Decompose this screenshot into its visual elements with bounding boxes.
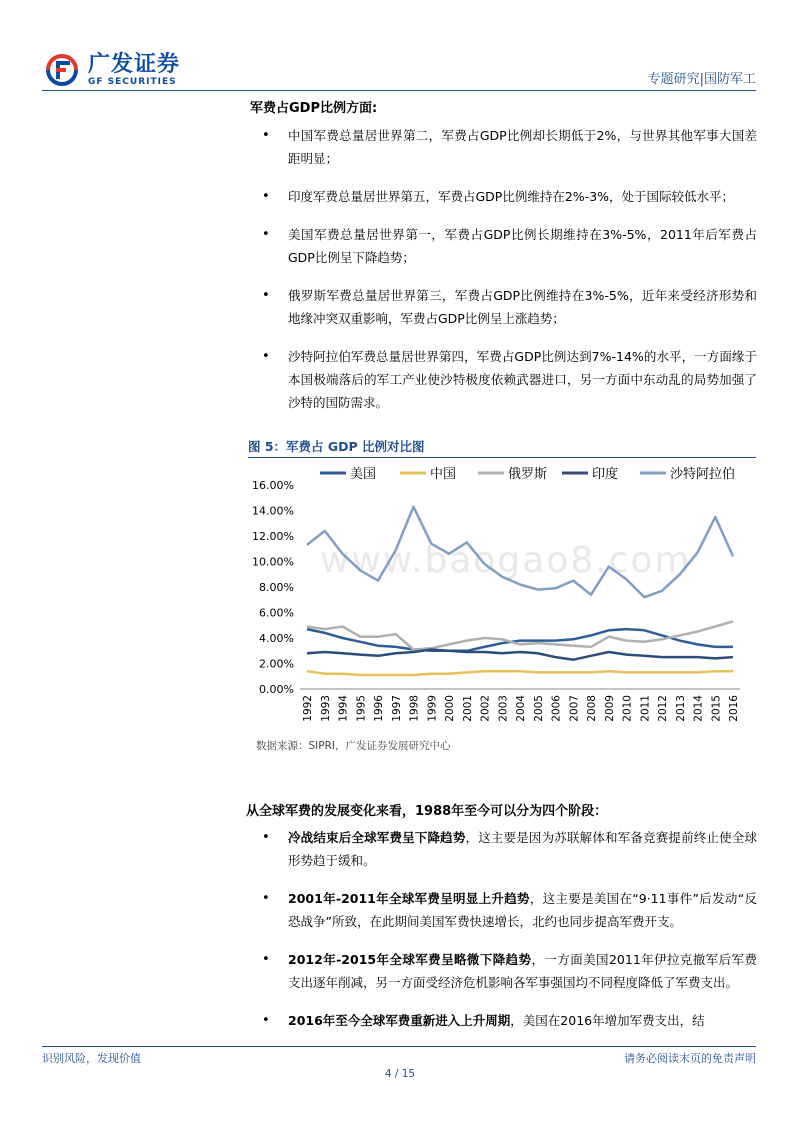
series-line-中国 (307, 671, 733, 675)
phase-heading: 2016年至今全球军费重新进入上升周期 (288, 1013, 511, 1028)
x-tick-label: 2000 (444, 695, 456, 722)
x-tick-label: 2008 (586, 695, 598, 722)
phase-text: ，美国在2016年增加军费支出，结 (510, 1013, 705, 1028)
legend-label: 美国 (350, 467, 377, 482)
x-tick-label: 1999 (426, 695, 439, 722)
figure-caption: 图 5：军费占 GDP 比例对比图 (248, 439, 425, 454)
logo-english-name: GF SECURITIES (88, 76, 177, 87)
watermark: www.baogao8.com (320, 540, 692, 581)
y-tick-label: 12.00% (252, 530, 294, 543)
x-tick-label: 2016 (728, 695, 740, 722)
report-category: 专题研究|国防军工 (647, 72, 756, 87)
series-line-印度 (307, 650, 733, 660)
x-tick-label: 2011 (639, 695, 652, 722)
footer-slogan: 识别风险，发现价值 (42, 1052, 141, 1065)
legend-label: 印度 (592, 467, 619, 482)
phase-text: ，一方面美国2011年伊拉克撤军后军费支出逐年削减，另一方面受经济危机影响各军事强国均不同程度降低了军费支出。 (288, 952, 757, 990)
legend-label: 沙特阿拉伯 (670, 467, 736, 482)
legend-label: 中国 (430, 467, 457, 482)
x-tick-label: 2014 (692, 695, 705, 722)
phase-heading: 2012年-2015年全球军费呈略微下降趋势 (288, 952, 532, 967)
y-tick-label: 4.00% (259, 632, 294, 645)
list-item (262, 887, 757, 933)
x-tick-label: 2007 (568, 695, 581, 722)
legend-label: 俄罗斯 (508, 467, 548, 482)
x-tick-label: 2006 (550, 695, 563, 722)
x-tick-label: 2004 (515, 695, 527, 722)
x-tick-label: 1994 (337, 695, 350, 722)
x-tick-label: 1993 (319, 695, 332, 722)
series-line-沙特阿拉伯 (307, 507, 733, 598)
list-item: • 中国军费总量居世界第二，军费占GDP比例却长期低于2%，与世界其他军事大国差距明显； (262, 124, 757, 170)
footer-disclaimer: 请务必阅读末页的免责声明 (624, 1052, 756, 1065)
figure-divider (248, 457, 756, 458)
gf-logo-icon (42, 50, 82, 90)
list-item (262, 948, 757, 994)
military-gdp-chart (250, 460, 755, 730)
y-tick-label: 6.00% (259, 606, 294, 620)
x-tick-label: 1992 (302, 695, 314, 722)
list-item: • 印度军费总量居世界第五，军费占GDP比例维持在2%-3%，处于国际较低水平； (262, 185, 757, 208)
header-divider (42, 90, 756, 91)
phase-heading: 冷战结束后全球军费呈下降趋势 (288, 830, 466, 845)
section-title-gdp-ratio: 军费占GDP比例方面: (250, 101, 378, 116)
gdp-ratio-bullet-list (262, 124, 757, 429)
y-tick-label: 0.00% (259, 683, 294, 696)
list-item: • 沙特阿拉伯军费总量居世界第四，军费占GDP比例达到7%-14%的水平，一方面缘于本国极端落后的军工产业使沙特极度依赖武器进口，另一方面中东动乱的局势加强了沙特的国防需求。 (262, 345, 757, 414)
list-item (262, 1009, 757, 1032)
list-item: • 美国军费总量居世界第一，军费占GDP比例长期维持在3%-5%，2011年后军费占GDP比例呈下降趋势； (262, 223, 757, 269)
y-tick-label: 2.00% (259, 657, 294, 671)
series-line-美国 (307, 629, 733, 651)
x-tick-label: 2002 (479, 695, 492, 722)
line-chart (250, 460, 755, 730)
x-tick-label: 2001 (461, 695, 474, 722)
x-tick-label: 2012 (657, 695, 669, 722)
x-tick-label: 2013 (674, 695, 687, 722)
phase-heading: 2001年-2011年全球军费呈明显上升趋势 (288, 891, 530, 906)
x-tick-label: 2010 (621, 695, 634, 722)
x-tick-label: 2009 (603, 695, 616, 722)
phase-text: ，这主要是因为苏联解体和军备竞赛提前终止使全球形势趋于缓和。 (288, 830, 757, 868)
page-number: 4 / 15 (384, 1068, 416, 1080)
section-title-phases: 从全球军费的发展变化来看，1988年至今可以分为四个阶段： (246, 804, 608, 819)
y-tick-label: 8.00% (259, 581, 294, 594)
y-tick-label: 10.00% (252, 555, 294, 569)
phase-text: ，这主要是美国在“9·11事件”后发动“反恐战争”所致，在此期间美国军费快速增长，北约也同步提高军费开支。 (288, 891, 757, 929)
x-tick-label: 1996 (373, 695, 385, 722)
y-tick-label: 16.00% (252, 479, 294, 492)
company-logo (42, 50, 180, 90)
x-tick-label: 2005 (532, 695, 545, 722)
x-tick-label: 1998 (408, 695, 421, 722)
logo-chinese-name: 广发证券 (88, 51, 181, 77)
x-tick-label: 2015 (710, 695, 723, 722)
footer-divider (42, 1046, 756, 1047)
x-tick-label: 1997 (390, 695, 403, 722)
list-item: • 俄罗斯军费总量居世界第三，军费占GDP比例维持在3%-5%，近年来受经济形势和地缘冲突双重影响，军费占GDP比例呈上涨趋势； (262, 284, 757, 330)
list-item (262, 826, 757, 872)
x-tick-label: 1995 (355, 695, 368, 722)
data-source: 数据来源：SIPRI，广发证券发展研究中心 (256, 740, 451, 752)
x-tick-label: 2003 (497, 695, 510, 722)
y-tick-label: 14.00% (252, 504, 294, 518)
phases-bullet-list (262, 826, 757, 1047)
